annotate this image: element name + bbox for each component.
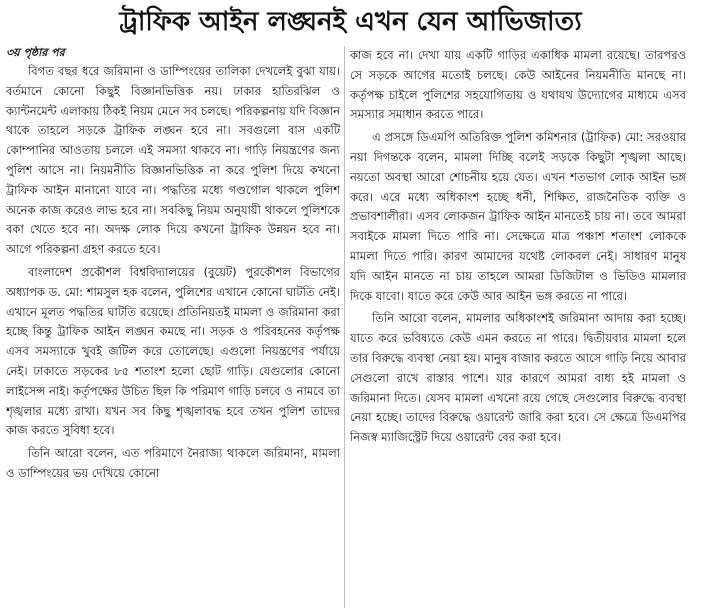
article-column-right xyxy=(350,46,686,611)
article-column-left xyxy=(6,46,340,611)
paragraph: বিগত বছর ধরে জরিমানা ও ডাম্পিংয়ের তালিকা দেখলেই বুঝা যায়। বর্তমানে কোনো কিছুই বিজ্ঞানভিত্তিক নয়। ঢাকার হাতিরঝিল ও ক্যান্টনমেন্ট এলাকায় ঠিকই নিয়ম মেনে সব চলছে। পরিকল্পনায় যদি বিজ্ঞান থাকে তাহলে সড়কে ট্রাফিক লঙ্ঘন হবে না। সবগুলো বাস একটি কোম্পানির আওতায় চললে এই সমস্যা থাকবে না। গাড়ি নিয়ন্ত্রণের জন্য পুলিশ আসে না। নিয়মনীতি বিজ্ঞানভিত্তিক না করে পুলিশ দিয়ে কখনো ট্রাফিক আইন মানানো যাবে না। পদ্ধতির মধ্যে গণ্ডগোল থাকলে পুলিশ অনেক কাজ করেও লাভ হবে না। সবকিছু নিয়ম অনুযায়ী থাকলে পুলিশকে বকা খেতে হবে না। অদক্ষ লোক দিয়ে কখনো ট্রাফিক উন্নয়ন হবে না। আগে পরিকল্পনা গ্রহণ করতে হবে। xyxy=(6,64,340,257)
paragraph: তিনি আরো বলেন, এত পরিমাণে নৈরাজ্য থাকলে জরিমানা, মামলা ও ডাম্পিংয়ের ভয় দেখিয়ে কোনো xyxy=(6,446,340,480)
headline: ট্রাফিক আইন লঙ্ঘনই এখন যেন আভিজাত্য xyxy=(119,7,582,37)
column-divider xyxy=(344,46,345,608)
paragraph: বাংলাদেশ প্রকৌশল বিশ্ববিদ্যালয়ের (বুয়েট) পুরকৌশল বিভাগের অধ্যাপক ড. মো: শামসুল হক বলেন, পুলিশের এখানে কোনো ঘাটতি নেই। এখানে মূলত পদ্ধতির ঘাটতি রয়েছে। প্রতিনিয়তই মামলা ও জরিমানা করা হচ্ছে কিন্তু ট্রাফিক আইন লঙ্ঘন কমছে না। সড়ক ও পরিবহনের কর্তৃপক্ষ এসব সমস্যাকে খুবই জটিল করে তোলেছে। এগুলো নিয়ন্ত্রণের পর্যায়ে নেই। ঢাকাতে সড়কের ৮৫ শতাংশ হলো ছোট গাড়ি। যেগুলোর কোনো লাইসেন্স নাই। কর্তৃপক্ষের উচিত ছিল কি পরিমাণ গাড়ি চলবে ও নামবে তা শৃঙ্খলার মধ্যে রাখা। যখন সব কিছু শৃঙ্খলাবদ্ধ হবে তখন পুলিশ তাদের কাজ করতে সুবিধা হবে। xyxy=(6,264,340,438)
paragraph: কাজ হবে না। দেখা যায় একটি গাড়ির একাধিক মামলা রয়েছে। তারপরও সে সড়কে আগের মতোই চলছে। কেউ আইনের নিয়মনীতি মানছে না। কর্তৃপক্ষ চাইলে পুলিশের সহযোগিতায় ও যথাযথ উদ্যোগের মাধ্যমে এসব সমস্যার সমাধান করতে পারে। xyxy=(350,48,686,122)
continued-from-label: ৩য় পৃষ্ঠার পর xyxy=(6,46,65,59)
paragraph: এ প্রসঙ্গে ডিএমপি অতিরিক্ত পুলিশ কমিশনার (ট্রাফিক) মো: সরওয়ার নয়া দিগন্তকে বলেন, মামলা দিচ্ছি বলেই সড়কে কিছুটা শৃঙ্খলা আছে। নয়তো অবস্থা আরো শোচনীয় হয়ে যেত। এখন শতভাগ লোক আইন ভঙ্গ করে। এরে মধ্যে অধিকাংশ হচ্ছে ধনী, শিক্ষিত, রাজনৈতিক ব্যক্তি ও প্রভাবশালীরা। এসব লোকজন ট্রাফিক আইন মানতেই চায় না। তবে আমরা সবাইকে মামলা দিতে পারি না। সেক্ষেত্রে মাত্র পঞ্চাশ শতাংশ লোককে মামলা দিতে পারি। কারণ আমাদের যথেষ্ট লোকবল নেই। সাধারণ মানুষ যদি আইন মানতে না চায় তাহলে আমরা ডিজিটাল ও ভিডিও মামলার দিকে যাবো। যাতে করে কেউ আর আইন ভঙ্গ করতে না পারে। xyxy=(350,130,686,303)
paragraph: তিনি আরো বলেন, মামলার অধিকাংশই জরিমানা আদায় করা হচ্ছে। যাতে করে ভবিষ্যতে কেউ এমন করতে না পারে। দ্বিতীয়বার মামলা হলে তার বিরুদ্ধে ব্যবস্থা নেয়া হয়। মানুষ বাজার করতে আসে গাড়ি নিয়ে আবার সেগুলো রাখে রাস্তার পাশে। যার কারণে আমরা বাধ্য হই মামলা ও জরিমানা দিতে। যেসব মামলা এখনো রয়ে গেছে সেগুলোর বিরুদ্ধে ব্যবস্থা নেয়া হচ্ছে। তাদের বিরুদ্ধে ওয়ারেন্ট জারি করা হবে। সে ক্ষেত্রে ডিএমপির নিজস্ব ম্যাজিস্ট্রেট দিয়ে ওয়ারেন্ট বের করা হবে। xyxy=(350,311,686,445)
